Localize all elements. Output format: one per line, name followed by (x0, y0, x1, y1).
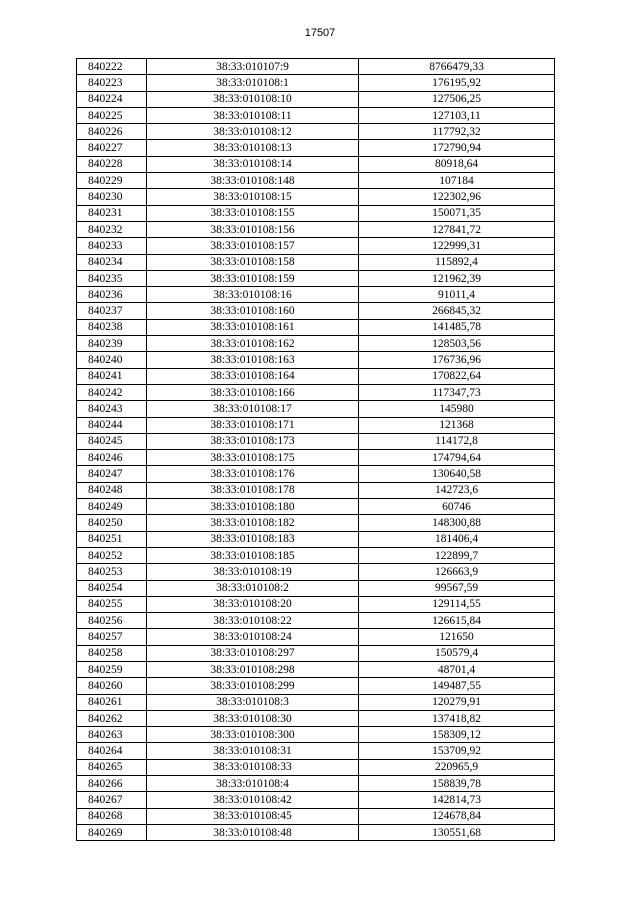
table-row (77, 776, 555, 792)
cadastral-value-cell: 117347,73 (359, 384, 555, 400)
cadastral-number-cell: 38:33:010108:180 (147, 499, 359, 515)
cadastral-number-cell: 38:33:010108:3 (147, 694, 359, 710)
table-row (77, 238, 555, 254)
cadastral-number-cell: 38:33:010108:183 (147, 531, 359, 547)
cadastral-number-cell: 38:33:010108:159 (147, 270, 359, 286)
row-number-cell: 840252 (77, 547, 147, 563)
row-number-cell: 840254 (77, 580, 147, 596)
cadastral-number-cell: 38:33:010108:11 (147, 107, 359, 123)
row-number-cell: 840238 (77, 319, 147, 335)
cadastral-value-cell: 142723,6 (359, 482, 555, 498)
row-number-cell: 840261 (77, 694, 147, 710)
cadastral-value-cell: 121650 (359, 629, 555, 645)
row-number-cell: 840264 (77, 743, 147, 759)
row-number-cell: 840255 (77, 596, 147, 612)
cadastral-value-cell: 149487,55 (359, 678, 555, 694)
cadastral-value-cell: 181406,4 (359, 531, 555, 547)
row-number-cell: 840227 (77, 140, 147, 156)
cadastral-number-cell: 38:33:010108:164 (147, 368, 359, 384)
row-number-cell: 840253 (77, 564, 147, 580)
row-number-cell: 840268 (77, 808, 147, 824)
row-number-cell: 840240 (77, 352, 147, 368)
row-number-cell: 840232 (77, 221, 147, 237)
table-row (77, 629, 555, 645)
cadastral-number-cell: 38:33:010108:161 (147, 319, 359, 335)
cadastral-value-cell: 176736,96 (359, 352, 555, 368)
cadastral-number-cell: 38:33:010108:20 (147, 596, 359, 612)
cadastral-value-cell: 122999,31 (359, 238, 555, 254)
row-number-cell: 840266 (77, 776, 147, 792)
row-number-cell: 840257 (77, 629, 147, 645)
table-row (77, 547, 555, 563)
row-number-cell: 840256 (77, 613, 147, 629)
table-row (77, 254, 555, 270)
cadastral-value-cell: 148300,88 (359, 515, 555, 531)
cadastral-number-cell: 38:33:010108:155 (147, 205, 359, 221)
table-row (77, 759, 555, 775)
cadastral-number-cell: 38:33:010108:171 (147, 417, 359, 433)
cadastral-value-cell: 158309,12 (359, 727, 555, 743)
cadastral-value-cell: 60746 (359, 499, 555, 515)
cadastral-number-cell: 38:33:010108:19 (147, 564, 359, 580)
cadastral-number-cell: 38:33:010108:148 (147, 173, 359, 189)
cadastral-number-cell: 38:33:010108:31 (147, 743, 359, 759)
table-row (77, 189, 555, 205)
table-row (77, 515, 555, 531)
table-row (77, 580, 555, 596)
row-number-cell: 840231 (77, 205, 147, 221)
cadastral-value-cell: 117792,32 (359, 124, 555, 140)
cadastral-value-cell: 130640,58 (359, 466, 555, 482)
cadastral-number-cell: 38:33:010108:158 (147, 254, 359, 270)
row-number-cell: 840243 (77, 401, 147, 417)
cadastral-number-cell: 38:33:010108:298 (147, 661, 359, 677)
table-row (77, 319, 555, 335)
table-row (77, 91, 555, 107)
page-number: 17507 (304, 27, 336, 39)
cadastral-number-cell: 38:33:010108:33 (147, 759, 359, 775)
table-row (77, 352, 555, 368)
cadastral-number-cell: 38:33:010108:1 (147, 75, 359, 91)
table-row (77, 482, 555, 498)
table-row (77, 75, 555, 91)
row-number-cell: 840242 (77, 384, 147, 400)
cadastral-number-cell: 38:33:010108:16 (147, 287, 359, 303)
cadastral-number-cell: 38:33:010108:2 (147, 580, 359, 596)
cadastral-number-cell: 38:33:010108:297 (147, 645, 359, 661)
table-row (77, 678, 555, 694)
cadastral-number-cell: 38:33:010108:182 (147, 515, 359, 531)
cadastral-value-cell: 91011,4 (359, 287, 555, 303)
table-row (77, 710, 555, 726)
table-row (77, 140, 555, 156)
row-number-cell: 840244 (77, 417, 147, 433)
row-number-cell: 840236 (77, 287, 147, 303)
row-number-cell: 840260 (77, 678, 147, 694)
row-number-cell: 840258 (77, 645, 147, 661)
cadastral-value-cell: 266845,32 (359, 303, 555, 319)
cadastral-value-cell: 127841,72 (359, 221, 555, 237)
table-row (77, 645, 555, 661)
row-number-cell: 840265 (77, 759, 147, 775)
cadastral-value-cell: 150579,4 (359, 645, 555, 661)
table-row (77, 450, 555, 466)
cadastral-value-cell: 153709,92 (359, 743, 555, 759)
row-number-cell: 840263 (77, 727, 147, 743)
table-row (77, 124, 555, 140)
cadastral-value-cell: 48701,4 (359, 661, 555, 677)
row-number-cell: 840228 (77, 156, 147, 172)
table-row (77, 270, 555, 286)
cadastral-value-cell: 126615,84 (359, 613, 555, 629)
cadastral-number-cell: 38:33:010108:156 (147, 221, 359, 237)
cadastral-number-cell: 38:33:010108:157 (147, 238, 359, 254)
row-number-cell: 840230 (77, 189, 147, 205)
cadastral-value-cell: 8766479,33 (359, 59, 555, 75)
cadastral-value-cell: 142814,73 (359, 792, 555, 808)
row-number-cell: 840241 (77, 368, 147, 384)
row-number-cell: 840239 (77, 336, 147, 352)
cadastral-number-cell: 38:33:010108:24 (147, 629, 359, 645)
table-row (77, 336, 555, 352)
table-row (77, 384, 555, 400)
row-number-cell: 840267 (77, 792, 147, 808)
cadastral-number-cell: 38:33:010108:163 (147, 352, 359, 368)
cadastral-number-cell: 38:33:010108:45 (147, 808, 359, 824)
cadastral-number-cell: 38:33:010108:175 (147, 450, 359, 466)
table-row (77, 221, 555, 237)
table-row (77, 824, 555, 840)
row-number-cell: 840233 (77, 238, 147, 254)
row-number-cell: 840237 (77, 303, 147, 319)
cadastral-value-cell: 121368 (359, 417, 555, 433)
cadastral-value-cell: 176195,92 (359, 75, 555, 91)
cadastral-number-cell: 38:33:010108:42 (147, 792, 359, 808)
cadastral-number-cell: 38:33:010108:4 (147, 776, 359, 792)
table-row (77, 808, 555, 824)
table-row (77, 173, 555, 189)
cadastral-value-cell: 124678,84 (359, 808, 555, 824)
cadastral-number-cell: 38:33:010108:13 (147, 140, 359, 156)
cadastral-value-cell: 158839,78 (359, 776, 555, 792)
row-number-cell: 840229 (77, 173, 147, 189)
row-number-cell: 840234 (77, 254, 147, 270)
table-row (77, 564, 555, 580)
cadastral-value-cell: 141485,78 (359, 319, 555, 335)
cadastral-number-cell: 38:33:010108:15 (147, 189, 359, 205)
cadastral-value-cell: 172790,94 (359, 140, 555, 156)
row-number-cell: 840223 (77, 75, 147, 91)
table-row (77, 596, 555, 612)
cadastral-value-cell: 99567,59 (359, 580, 555, 596)
table-row (77, 287, 555, 303)
table-row (77, 433, 555, 449)
cadastral-number-cell: 38:33:010108:162 (147, 336, 359, 352)
cadastral-value-cell: 174794,64 (359, 450, 555, 466)
cadastral-number-cell: 38:33:010108:14 (147, 156, 359, 172)
table-row (77, 694, 555, 710)
cadastral-number-cell: 38:33:010108:178 (147, 482, 359, 498)
cadastral-value-cell: 137418,82 (359, 710, 555, 726)
cadastral-number-cell: 38:33:010108:185 (147, 547, 359, 563)
row-number-cell: 840250 (77, 515, 147, 531)
cadastral-number-cell: 38:33:010108:299 (147, 678, 359, 694)
cadastral-number-cell: 38:33:010108:22 (147, 613, 359, 629)
table-row (77, 743, 555, 759)
cadastral-number-cell: 38:33:010108:30 (147, 710, 359, 726)
cadastral-number-cell: 38:33:010108:166 (147, 384, 359, 400)
row-number-cell: 840222 (77, 59, 147, 75)
table-row (77, 156, 555, 172)
cadastral-number-cell: 38:33:010108:160 (147, 303, 359, 319)
table-row (77, 499, 555, 515)
table-body (77, 59, 555, 841)
cadastral-value-cell: 114172,8 (359, 433, 555, 449)
table-row (77, 107, 555, 123)
cadastral-value-table (76, 58, 555, 841)
row-number-cell: 840224 (77, 91, 147, 107)
cadastral-value-cell: 120279,91 (359, 694, 555, 710)
table-row (77, 401, 555, 417)
cadastral-number-cell: 38:33:010107:9 (147, 59, 359, 75)
table-row (77, 613, 555, 629)
row-number-cell: 840259 (77, 661, 147, 677)
table-row (77, 727, 555, 743)
table-row (77, 531, 555, 547)
cadastral-number-cell: 38:33:010108:17 (147, 401, 359, 417)
table-row (77, 303, 555, 319)
table-row (77, 59, 555, 75)
table-row (77, 368, 555, 384)
cadastral-value-cell: 128503,56 (359, 336, 555, 352)
cadastral-value-cell: 126663,9 (359, 564, 555, 580)
cadastral-value-cell: 80918,64 (359, 156, 555, 172)
row-number-cell: 840251 (77, 531, 147, 547)
cadastral-value-cell: 115892,4 (359, 254, 555, 270)
table-row (77, 205, 555, 221)
cadastral-value-cell: 130551,68 (359, 824, 555, 840)
cadastral-number-cell: 38:33:010108:12 (147, 124, 359, 140)
cadastral-number-cell: 38:33:010108:10 (147, 91, 359, 107)
table-row (77, 792, 555, 808)
table-row (77, 661, 555, 677)
table-row (77, 466, 555, 482)
row-number-cell: 840249 (77, 499, 147, 515)
cadastral-number-cell: 38:33:010108:173 (147, 433, 359, 449)
cadastral-value-cell: 127103,11 (359, 107, 555, 123)
row-number-cell: 840225 (77, 107, 147, 123)
cadastral-number-cell: 38:33:010108:48 (147, 824, 359, 840)
cadastral-number-cell: 38:33:010108:176 (147, 466, 359, 482)
row-number-cell: 840245 (77, 433, 147, 449)
cadastral-value-cell: 122899,7 (359, 547, 555, 563)
cadastral-value-cell: 107184 (359, 173, 555, 189)
cadastral-value-cell: 121962,39 (359, 270, 555, 286)
row-number-cell: 840248 (77, 482, 147, 498)
cadastral-value-cell: 170822,64 (359, 368, 555, 384)
cadastral-number-cell: 38:33:010108:300 (147, 727, 359, 743)
row-number-cell: 840246 (77, 450, 147, 466)
cadastral-value-cell: 145980 (359, 401, 555, 417)
cadastral-value-cell: 122302,96 (359, 189, 555, 205)
cadastral-value-cell: 129114,55 (359, 596, 555, 612)
row-number-cell: 840269 (77, 824, 147, 840)
cadastral-value-cell: 127506,25 (359, 91, 555, 107)
cadastral-value-cell: 220965,9 (359, 759, 555, 775)
row-number-cell: 840247 (77, 466, 147, 482)
cadastral-value-cell: 150071,35 (359, 205, 555, 221)
row-number-cell: 840226 (77, 124, 147, 140)
row-number-cell: 840262 (77, 710, 147, 726)
table-row (77, 417, 555, 433)
row-number-cell: 840235 (77, 270, 147, 286)
